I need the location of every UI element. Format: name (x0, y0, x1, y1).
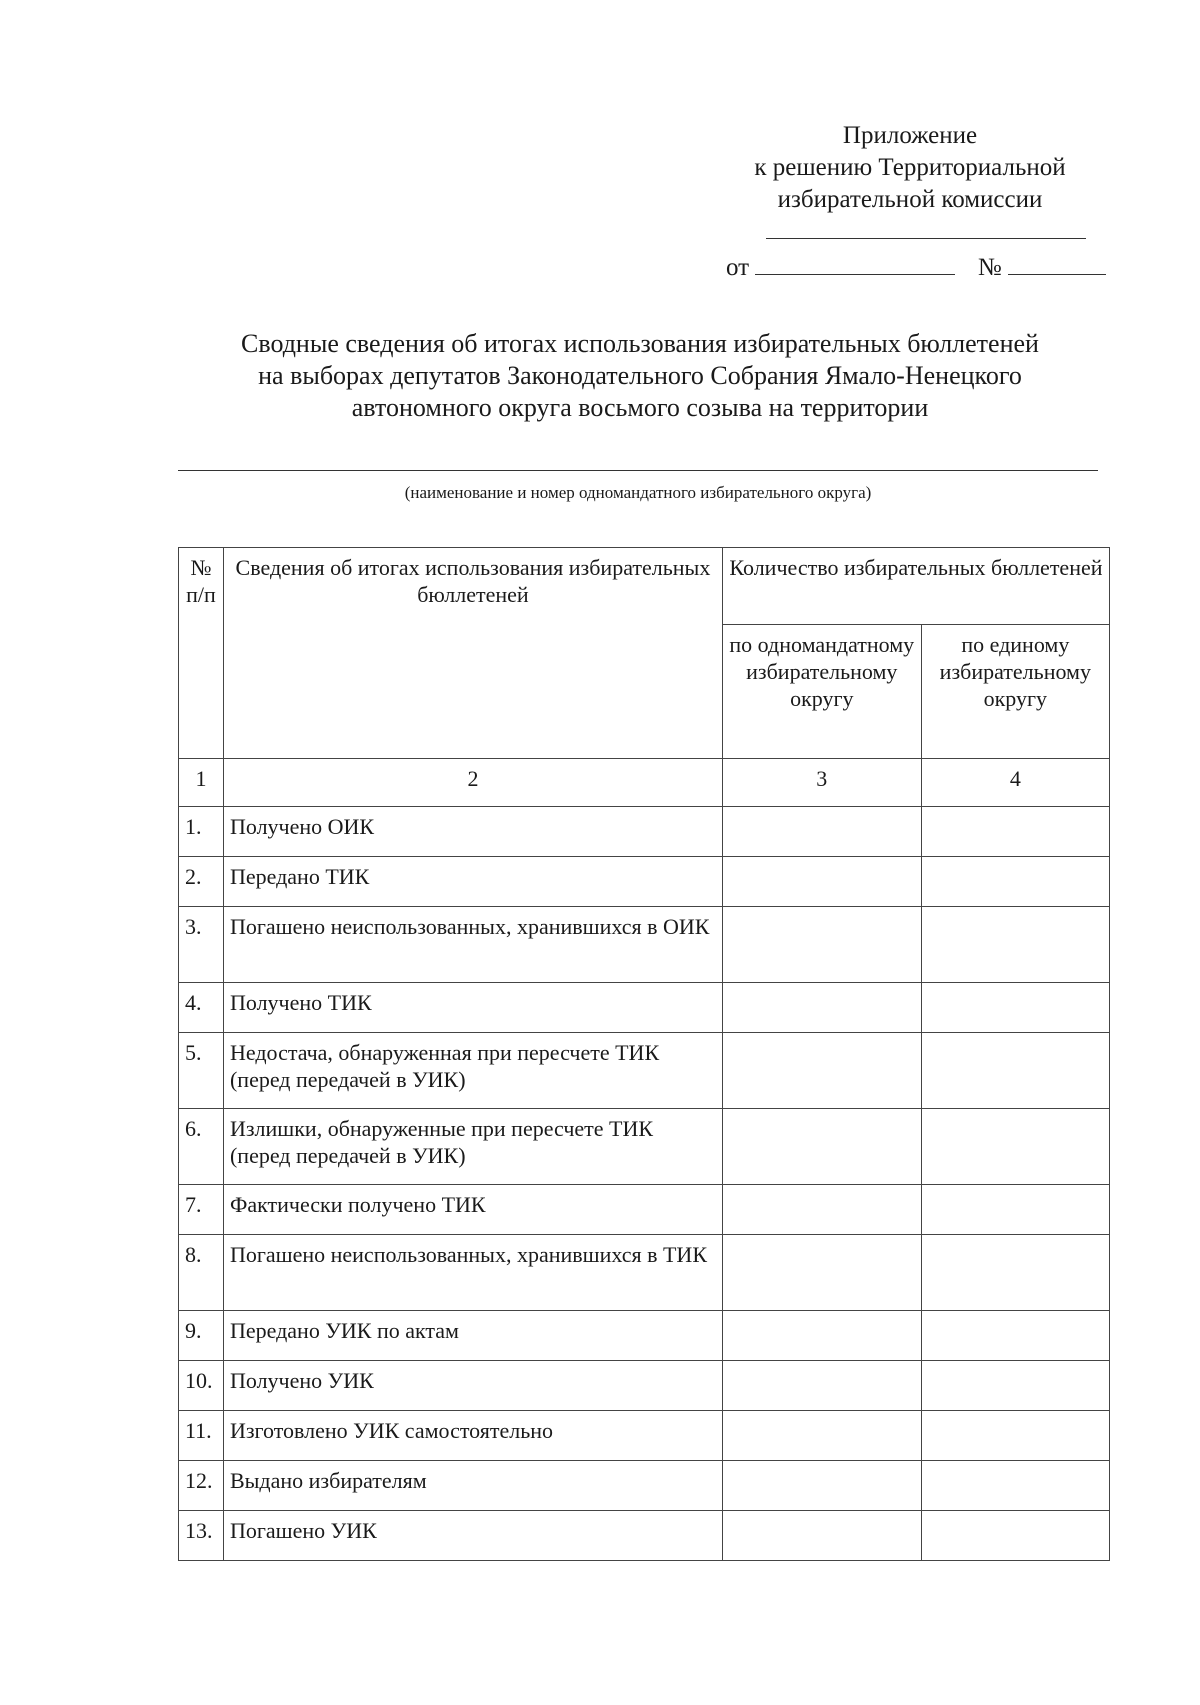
document-title (150, 328, 1130, 424)
single-mandate-value-cell[interactable] (722, 807, 921, 857)
single-mandate-value-cell[interactable] (722, 1185, 921, 1235)
row-number: 13. (179, 1511, 224, 1561)
column-number: 3 (722, 759, 921, 807)
row-description: Излишки, обнаруженные при пересчете ТИК (перед передачей в УИК) (223, 1109, 722, 1185)
row-number: 8. (179, 1235, 224, 1311)
row-description: Передано УИК по актам (223, 1311, 722, 1361)
single-mandate-value-cell[interactable] (722, 857, 921, 907)
row-number: 3. (179, 907, 224, 983)
table-row (179, 857, 1110, 907)
header-single-mandate: по одномандатному избирательному округу (722, 625, 921, 759)
ballot-report-table (178, 547, 1110, 1561)
row-description: Недостача, обнаруженная при пересчете ТИК (перед передачей в УИК) (223, 1033, 722, 1109)
single-mandate-value-cell[interactable] (722, 1461, 921, 1511)
single-mandate-value-cell[interactable] (722, 983, 921, 1033)
table-row (179, 1361, 1110, 1411)
row-number: 9. (179, 1311, 224, 1361)
unified-value-cell[interactable] (921, 1109, 1109, 1185)
territory-caption: (наименование и номер одномандатного избирательного округа) (404, 483, 872, 502)
row-description: Погашено неиспользованных, хранившихся в ТИК (223, 1235, 722, 1311)
header-description: Сведения об итогах использования избирательных бюллетеней (223, 548, 722, 759)
appendix-decision-ref: к решению Территориальной (754, 154, 1066, 181)
unified-value-cell[interactable] (921, 807, 1109, 857)
appendix-title: Приложение (842, 122, 978, 149)
row-number: 4. (179, 983, 224, 1033)
row-number: 5. (179, 1033, 224, 1109)
single-mandate-value-cell[interactable] (722, 1411, 921, 1461)
single-mandate-value-cell[interactable] (722, 1235, 921, 1311)
unified-value-cell[interactable] (921, 1511, 1109, 1561)
table-row (179, 1511, 1110, 1561)
table-row (179, 983, 1110, 1033)
header-num: № п/п (179, 548, 224, 759)
unified-value-cell[interactable] (921, 983, 1109, 1033)
table-row (179, 1109, 1110, 1185)
row-number: 1. (179, 807, 224, 857)
decision-date-number-row (726, 252, 1106, 284)
row-number: 6. (179, 1109, 224, 1185)
table-row (179, 1461, 1110, 1511)
unified-value-cell[interactable] (921, 857, 1109, 907)
row-number: 2. (179, 857, 224, 907)
single-mandate-value-cell[interactable] (722, 1311, 921, 1361)
appendix-header (690, 120, 1130, 239)
appendix-commission-ref: избирательной комиссии (777, 186, 1043, 213)
row-description: Передано ТИК (223, 857, 722, 907)
header-unified: по единому избирательному округу (921, 625, 1109, 759)
number-blank (1008, 252, 1106, 275)
table-row (179, 1235, 1110, 1311)
row-description: Фактически получено ТИК (223, 1185, 722, 1235)
single-mandate-value-cell[interactable] (722, 1033, 921, 1109)
unified-value-cell[interactable] (921, 1235, 1109, 1311)
date-from-label: от (726, 254, 750, 281)
unified-value-cell[interactable] (921, 907, 1109, 983)
table-row (179, 1033, 1110, 1109)
column-number: 2 (223, 759, 722, 807)
row-description: Погашено неиспользованных, хранившихся в ОИК (223, 907, 722, 983)
table-row (179, 807, 1110, 857)
unified-value-cell[interactable] (921, 1461, 1109, 1511)
row-number: 7. (179, 1185, 224, 1235)
single-mandate-value-cell[interactable] (722, 1511, 921, 1561)
unified-value-cell[interactable] (921, 1411, 1109, 1461)
territory-blank-line (178, 470, 1098, 471)
row-description: Получено ОИК (223, 807, 722, 857)
single-mandate-value-cell[interactable] (722, 1109, 921, 1185)
table-row (179, 907, 1110, 983)
row-description: Выдано избирателям (223, 1461, 722, 1511)
unified-value-cell[interactable] (921, 1185, 1109, 1235)
unified-value-cell[interactable] (921, 1361, 1109, 1411)
row-description: Получено УИК (223, 1361, 722, 1411)
column-number: 4 (921, 759, 1109, 807)
unified-value-cell[interactable] (921, 1311, 1109, 1361)
row-number: 11. (179, 1411, 224, 1461)
single-mandate-value-cell[interactable] (722, 907, 921, 983)
row-description: Изготовлено УИК самостоятельно (223, 1411, 722, 1461)
table-row (179, 1411, 1110, 1461)
header-ballot-quantity: Количество избирательных бюллетеней (722, 548, 1109, 625)
report-body (179, 759, 1110, 1561)
column-number: 1 (179, 759, 224, 807)
unified-value-cell[interactable] (921, 1033, 1109, 1109)
column-numbers-row (179, 759, 1110, 807)
row-number: 12. (179, 1461, 224, 1511)
row-description: Получено ТИК (223, 983, 722, 1033)
date-blank (755, 252, 955, 275)
single-mandate-value-cell[interactable] (722, 1361, 921, 1411)
title-line-2: на выборах депутатов Законодательного Собрания Ямало-Ненецкого (258, 361, 1022, 390)
title-line-1: Сводные сведения об итогах использования избирательных бюллетеней (241, 329, 1039, 358)
title-line-3: автономного округа восьмого созыва на территории (351, 393, 929, 422)
table-row (179, 1311, 1110, 1361)
number-label: № (977, 254, 1002, 281)
row-number: 10. (179, 1361, 224, 1411)
table-row (179, 1185, 1110, 1235)
row-description: Погашено УИК (223, 1511, 722, 1561)
commission-name-blank (766, 228, 1086, 239)
